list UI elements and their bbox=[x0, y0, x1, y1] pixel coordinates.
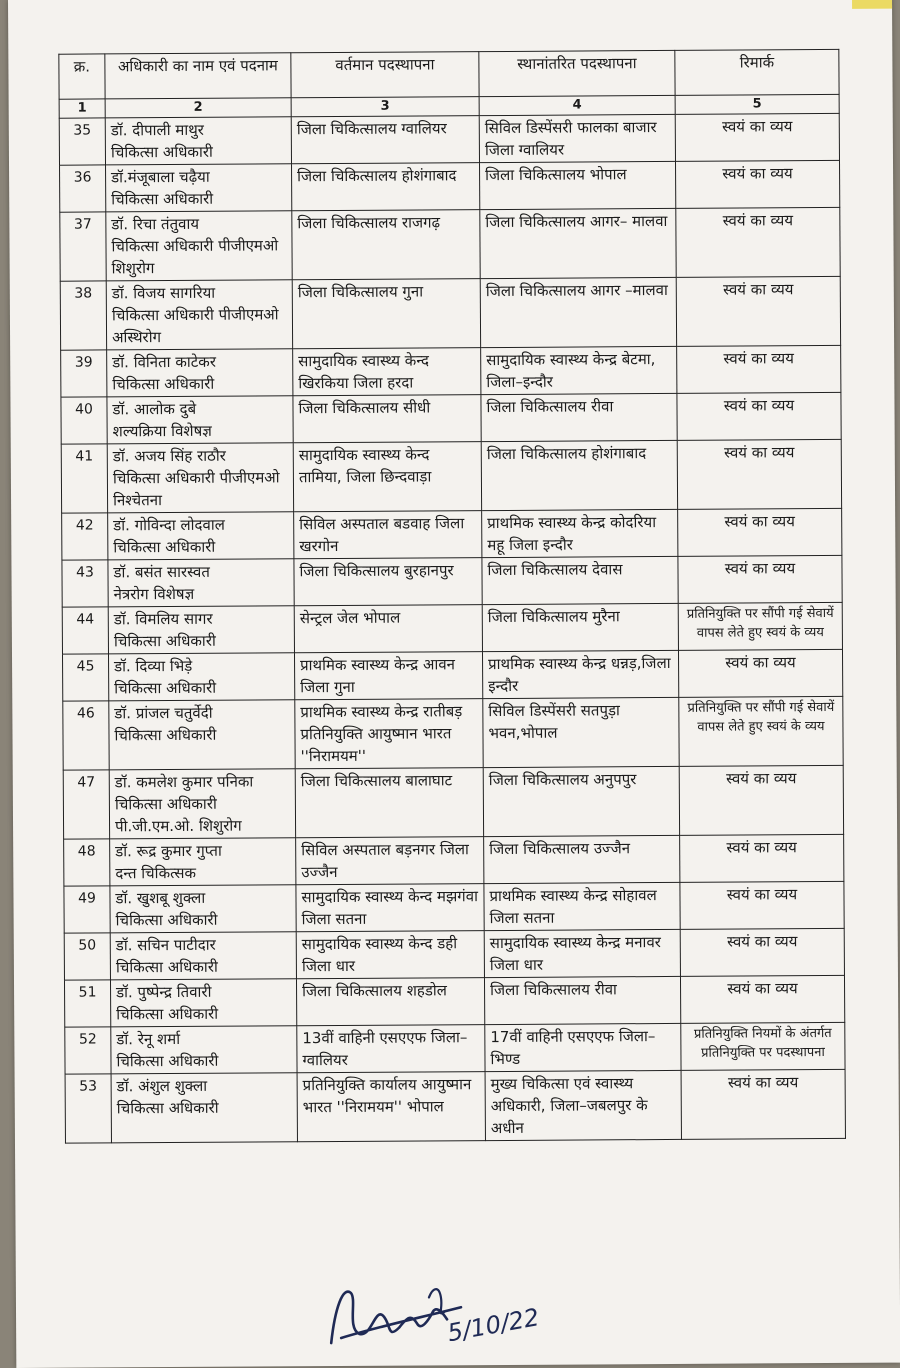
remark: स्वयं का व्यय bbox=[678, 555, 842, 603]
remark: स्वयं का व्यय bbox=[676, 276, 840, 346]
transferred-posting: सिविल डिस्पेंसरी सतपुड़ा भवन,भोपाल bbox=[483, 697, 679, 767]
officer-cell bbox=[110, 979, 296, 1027]
table-row bbox=[62, 508, 842, 560]
transferred-posting: सिविल डिस्पेंसरी फालका बाजार जिला ग्वालियर bbox=[479, 114, 675, 162]
remark: स्वयं का व्यय bbox=[679, 765, 843, 835]
serial-number: 47 bbox=[63, 770, 109, 839]
transferred-posting: जिला चिकित्सालय आगर –मालवा bbox=[480, 277, 676, 347]
column-number: 2 bbox=[105, 98, 291, 118]
officer-designation: चिकित्सा अधिकारी पीजीएमओ निश्चेतना bbox=[112, 468, 280, 510]
remark: स्वयं का व्यय bbox=[680, 928, 844, 976]
transferred-posting: सामुदायिक स्वास्थ्य केन्द्र बेटमा, जिला–इन्दौर bbox=[481, 346, 677, 394]
remark: प्रतिनियुक्ति पर सौंपी गई सेवायें वापस लेते हुए स्वयं के व्यय bbox=[679, 696, 843, 766]
remark: स्वयं का व्यय bbox=[678, 508, 842, 556]
table-row bbox=[61, 439, 841, 513]
serial-number: 53 bbox=[65, 1074, 111, 1143]
current-posting: जिला चिकित्सालय बुरहानपुर bbox=[294, 558, 482, 606]
officer-designation: चिकित्सा अधिकारी पीजीएमओ शिशुरोग bbox=[111, 236, 279, 278]
transferred-posting: प्राथमिक स्वास्थ्य केन्द्र धन्नड़,जिला इन्दौर bbox=[482, 650, 678, 698]
serial-number: 50 bbox=[64, 933, 110, 980]
current-posting: सामुदायिक स्वास्थ्य केन्द तामिया, जिला छिन्दवाड़ा bbox=[293, 442, 481, 512]
transferred-posting: 17वीं वाहिनी एसएएफ जिला–भिण्ड bbox=[485, 1023, 681, 1071]
officer-designation: चिकित्सा अधिकारी पीजीएमओ अस्थिरोग bbox=[111, 305, 279, 347]
current-posting: जिला चिकित्सालय शहडोल bbox=[296, 978, 484, 1026]
table-row bbox=[64, 834, 844, 886]
officer-cell bbox=[107, 443, 293, 513]
remark: स्वयं का व्यय bbox=[678, 649, 842, 697]
officer-name: डॉ. विनिता काटेकर bbox=[112, 352, 216, 372]
officer-cell bbox=[108, 653, 294, 701]
current-posting: प्राथमिक स्वास्थ्य केन्द्र आवन जिला गुना bbox=[294, 652, 482, 700]
table-row bbox=[63, 696, 843, 770]
officer-cell bbox=[111, 1026, 297, 1074]
header-remark: रिमार्क bbox=[675, 49, 839, 95]
transferred-posting: प्राथमिक स्वास्थ्य केन्द्र कोदरिया महू जिला इन्दौर bbox=[482, 509, 678, 557]
serial-number: 42 bbox=[62, 513, 108, 560]
remark: स्वयं का व्यय bbox=[677, 345, 841, 393]
serial-number: 36 bbox=[60, 165, 106, 212]
transferred-posting: जिला चिकित्सालय मुरैना bbox=[482, 603, 678, 651]
remark: प्रतिनियुक्ति पर सौंपी गई सेवायें वापस लेते हुए स्वयं के व्यय bbox=[678, 602, 842, 650]
officer-name: डॉ. विमलिय सागर bbox=[113, 609, 213, 629]
officer-name: डॉ. अंशुल शुक्ला bbox=[116, 1076, 208, 1096]
remark: स्वयं का व्यय bbox=[680, 975, 844, 1023]
officer-designation: चिकित्सा अधिकारी bbox=[116, 1051, 219, 1071]
officer-name: डॉ. खुशबू शुक्ला bbox=[115, 888, 206, 908]
column-number: 4 bbox=[479, 95, 675, 115]
serial-number: 41 bbox=[61, 444, 107, 513]
transferred-posting: जिला चिकित्सालय उज्जैन bbox=[484, 835, 680, 883]
current-posting: सामुदायिक स्वास्थ्य केन्द डही जिला धार bbox=[296, 931, 484, 979]
table-row bbox=[60, 207, 840, 281]
officer-name: डॉ. कमलेश कुमार पनिका bbox=[114, 772, 254, 792]
table-row bbox=[61, 392, 841, 444]
current-posting: प्रतिनियुक्ति कार्यालय आयुष्मान भारत ''निरामयम'' भोपाल bbox=[297, 1072, 485, 1142]
officer-designation: नेत्ररोग विशेषज्ञ bbox=[113, 584, 195, 604]
officer-cell bbox=[106, 280, 292, 350]
remark: स्वयं का व्यय bbox=[677, 439, 841, 509]
officer-designation: चिकित्सा अधिकारी bbox=[115, 957, 218, 977]
officer-cell bbox=[108, 606, 294, 654]
officer-designation: चिकित्सा अधिकारी bbox=[113, 537, 216, 557]
officer-designation: चिकित्सा अधिकारी bbox=[116, 1098, 219, 1118]
officer-cell bbox=[109, 769, 295, 839]
officer-name: डॉ.मंजूबाला चढ़ैया bbox=[111, 167, 210, 187]
current-posting: सिविल अस्पताल बड़नगर जिला उज्जैन bbox=[296, 837, 484, 885]
serial-number: 40 bbox=[61, 397, 107, 444]
column-number: 3 bbox=[291, 97, 479, 117]
officer-designation: चिकित्सा अधिकारी bbox=[113, 631, 216, 651]
officer-name: डॉ. गोविन्दा लोदवाल bbox=[113, 515, 225, 535]
current-posting: सामुदायिक स्वास्थ्य केन्द खिरकिया जिला हरदा bbox=[293, 348, 481, 396]
table-row bbox=[64, 975, 844, 1027]
officer-cell bbox=[107, 349, 293, 397]
current-posting: सिविल अस्पताल बडवाह जिला खरगोन bbox=[294, 511, 482, 559]
remark: स्वयं का व्यय bbox=[676, 207, 840, 277]
table-row bbox=[64, 928, 844, 980]
transferred-posting: मुख्य चिकित्सा एवं स्वास्थ्य अधिकारी, जिला–जबलपुर के अधीन bbox=[485, 1070, 681, 1140]
table-row bbox=[59, 113, 839, 165]
officer-name: डॉ. अजय सिंह राठौर bbox=[112, 446, 226, 466]
officer-designation: चिकित्सा अधिकारी bbox=[114, 678, 217, 698]
column-number: 5 bbox=[675, 94, 839, 114]
table-row bbox=[60, 276, 840, 350]
serial-number: 45 bbox=[62, 654, 108, 701]
remark: स्वयं का व्यय bbox=[675, 160, 839, 208]
serial-number: 44 bbox=[62, 607, 108, 654]
officer-designation: चिकित्सा अधिकारी bbox=[116, 1004, 219, 1024]
handwritten-signature bbox=[321, 1267, 542, 1356]
officer-name: डॉ. दिव्या भिड़े bbox=[114, 656, 193, 676]
officer-name: डॉ. प्रांजल चतुर्वेदी bbox=[114, 703, 213, 723]
officer-designation: दन्त चिकित्सक bbox=[115, 863, 197, 883]
remark: स्वयं का व्यय bbox=[677, 392, 841, 440]
remark: प्रतिनियुक्ति नियमों के अंतर्गत प्रतिनियुक्ति पर पदस्थापना bbox=[681, 1022, 845, 1070]
officer-name: डॉ. सचिन पाटीदार bbox=[115, 935, 216, 955]
serial-number: 48 bbox=[64, 839, 110, 886]
officer-designation: चिकित्सा अधिकारी bbox=[112, 374, 215, 394]
officer-name: डॉ. पुष्पेन्द्र तिवारी bbox=[116, 982, 212, 1002]
officer-name: डॉ. बसंत सारस्वत bbox=[113, 562, 210, 582]
serial-number: 37 bbox=[60, 212, 106, 281]
officer-cell bbox=[106, 211, 292, 281]
officer-designation: चिकित्सा अधिकारी bbox=[115, 910, 218, 930]
table-header-row bbox=[59, 49, 839, 99]
serial-number: 46 bbox=[63, 701, 109, 770]
officer-cell bbox=[106, 164, 292, 212]
transferred-posting: जिला चिकित्सालय अनुपपुर bbox=[483, 766, 679, 836]
transfer-table bbox=[58, 49, 846, 1144]
officer-cell bbox=[105, 117, 291, 165]
table-row bbox=[62, 555, 842, 607]
table-row bbox=[64, 881, 844, 933]
current-posting: 13वीं वाहिनी एसएएफ जिला–ग्वालियर bbox=[297, 1025, 485, 1073]
remark: स्वयं का व्यय bbox=[680, 881, 844, 929]
current-posting: सेन्ट्रल जेल भोपाल bbox=[294, 605, 482, 653]
current-posting: जिला चिकित्सालय राजगढ़ bbox=[292, 210, 480, 280]
officer-name: डॉ. आलोक दुबे bbox=[112, 399, 197, 419]
current-posting: प्राथमिक स्वास्थ्य केन्द्र रातीबड़ प्रतिनियुक्ति आयुष्मान भारत ''निरामयम'' bbox=[295, 699, 483, 769]
transferred-posting: जिला चिकित्सालय आगर– मालवा bbox=[480, 208, 676, 278]
officer-cell bbox=[110, 838, 296, 886]
remark: स्वयं का व्यय bbox=[681, 1069, 845, 1139]
transferred-posting: जिला चिकित्सालय रीवा bbox=[481, 393, 677, 441]
current-posting: जिला चिकित्सालय सीधी bbox=[293, 395, 481, 443]
officer-cell bbox=[108, 559, 294, 607]
transferred-posting: जिला चिकित्सालय देवास bbox=[482, 556, 678, 604]
serial-number: 39 bbox=[61, 350, 107, 397]
table-row bbox=[65, 1022, 845, 1074]
current-posting: जिला चिकित्सालय गुना bbox=[292, 279, 480, 349]
serial-number: 35 bbox=[59, 118, 105, 165]
transferred-posting: प्राथमिक स्वास्थ्य केन्द्र सोहावल जिला सतना bbox=[484, 882, 680, 930]
officer-name: डॉ. रिचा तंतुवाय bbox=[111, 214, 200, 234]
officer-cell bbox=[108, 512, 294, 560]
header-serial: क्र. bbox=[59, 54, 105, 99]
signature-date: 5/10/22 bbox=[445, 1303, 542, 1348]
officer-designation: चिकित्सा अधिकारी bbox=[114, 725, 217, 745]
document-page bbox=[8, 0, 900, 1368]
serial-number: 52 bbox=[65, 1027, 111, 1074]
officer-name: डॉ. रेनू शर्मा bbox=[116, 1029, 181, 1049]
remark: स्वयं का व्यय bbox=[680, 834, 844, 882]
current-posting: जिला चिकित्सालय ग्वालियर bbox=[291, 116, 479, 164]
serial-number: 49 bbox=[64, 886, 110, 933]
officer-designation: चिकित्सा अधिकारी bbox=[111, 189, 214, 209]
sticky-note-corner bbox=[852, 0, 892, 9]
transferred-posting: जिला चिकित्सालय रीवा bbox=[484, 976, 680, 1024]
officer-cell bbox=[111, 1073, 297, 1143]
table-row bbox=[60, 160, 840, 212]
officer-cell bbox=[110, 885, 296, 933]
header-officer-name: अधिकारी का नाम एवं पदनाम bbox=[105, 53, 291, 99]
transferred-posting: जिला चिकित्सालय भोपाल bbox=[480, 161, 676, 209]
table-row bbox=[62, 602, 842, 654]
header-transferred-posting: स्थानांतरित पदस्थापना bbox=[479, 50, 675, 96]
officer-name: डॉ. दीपाली माथुर bbox=[110, 120, 204, 140]
header-current-posting: वर्तमान पदस्थापना bbox=[291, 52, 479, 98]
officer-designation: चिकित्सा अधिकारी bbox=[110, 142, 213, 162]
column-number: 1 bbox=[59, 99, 105, 118]
table-row bbox=[61, 345, 841, 397]
current-posting: जिला चिकित्सालय होशंगाबाद bbox=[292, 163, 480, 211]
serial-number: 38 bbox=[60, 281, 106, 350]
officer-cell bbox=[109, 700, 295, 770]
serial-number: 43 bbox=[62, 560, 108, 607]
officer-designation: चिकित्सा अधिकारी पी.जी.एम.ओ. शिशुरोग bbox=[114, 794, 242, 836]
current-posting: सामुदायिक स्वास्थ्य केन्द मझगंवा जिला सतना bbox=[296, 884, 484, 932]
transferred-posting: जिला चिकित्सालय होशंगाबाद bbox=[481, 440, 677, 510]
table-row bbox=[62, 649, 842, 701]
officer-name: डॉ. रूद्र कुमार गुप्ता bbox=[115, 841, 222, 861]
officer-cell bbox=[110, 932, 296, 980]
table-row bbox=[63, 765, 843, 839]
table-row bbox=[65, 1069, 845, 1143]
current-posting: जिला चिकित्सालय बालाघाट bbox=[295, 768, 483, 838]
officer-designation: शल्यक्रिया विशेषज्ञ bbox=[112, 421, 212, 441]
remark: स्वयं का व्यय bbox=[675, 113, 839, 161]
serial-number: 51 bbox=[64, 980, 110, 1027]
table-body bbox=[59, 113, 845, 1143]
transferred-posting: सामुदायिक स्वास्थ्य केन्द्र मनावर जिला धार bbox=[484, 929, 680, 977]
officer-name: डॉ. विजय सागरिया bbox=[111, 283, 216, 303]
officer-cell bbox=[107, 396, 293, 444]
